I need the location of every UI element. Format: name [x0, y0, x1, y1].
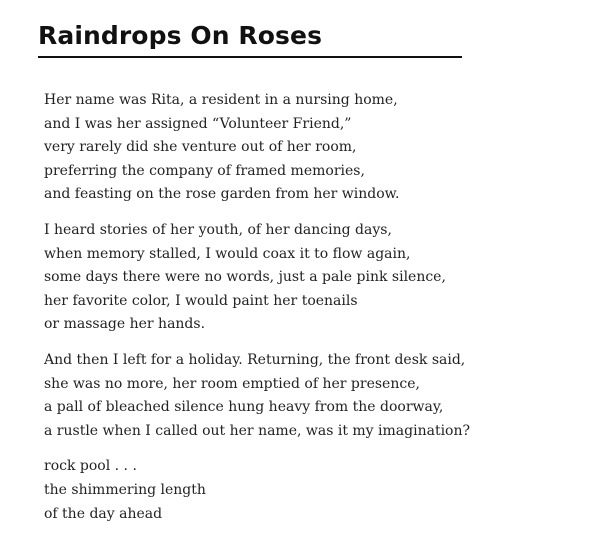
stanza-1 [44, 89, 564, 207]
poem-line: preferring the company of framed memories, [44, 162, 365, 179]
poem-line: and feasting on the rose garden from her window. [44, 186, 400, 203]
poem-line: her favorite color, I would paint her toenails [44, 292, 358, 309]
page-title: Raindrops On Roses [38, 21, 323, 50]
poem-line: Her name was Rita, a resident in a nursing home, [44, 92, 398, 108]
poem-body [44, 89, 564, 538]
poem-line: when memory stalled, I would coax it to flow again, [44, 245, 411, 262]
poem-line: And then I left for a holiday. Returning, the front desk said, [44, 351, 466, 368]
title-underline [38, 56, 462, 58]
poem-line: a pall of bleached silence hung heavy from the doorway, [44, 399, 444, 416]
stanza-3 [44, 349, 564, 443]
stanza-2 [44, 219, 564, 337]
poem-line: a rustle when I called out her name, was it my imagination? [44, 422, 471, 439]
poem-line: I heard stories of her youth, of her dancing days, [44, 221, 392, 238]
poem-line: rock pool . . . [44, 458, 137, 475]
poem-line: or massage her hands. [44, 316, 206, 333]
haiku-stanza [44, 455, 564, 526]
poem-line: very rarely did she venture out of her room, [44, 139, 357, 156]
poem-line: and I was her assigned “Volunteer Friend,” [44, 115, 352, 132]
poem-line: some days there were no words, just a pale pink silence, [44, 269, 446, 286]
poem-line: the shimmering length [44, 481, 206, 498]
poem-line: she was no more, her room emptied of her presence, [44, 375, 420, 392]
poem-line: of the day ahead [44, 505, 163, 522]
